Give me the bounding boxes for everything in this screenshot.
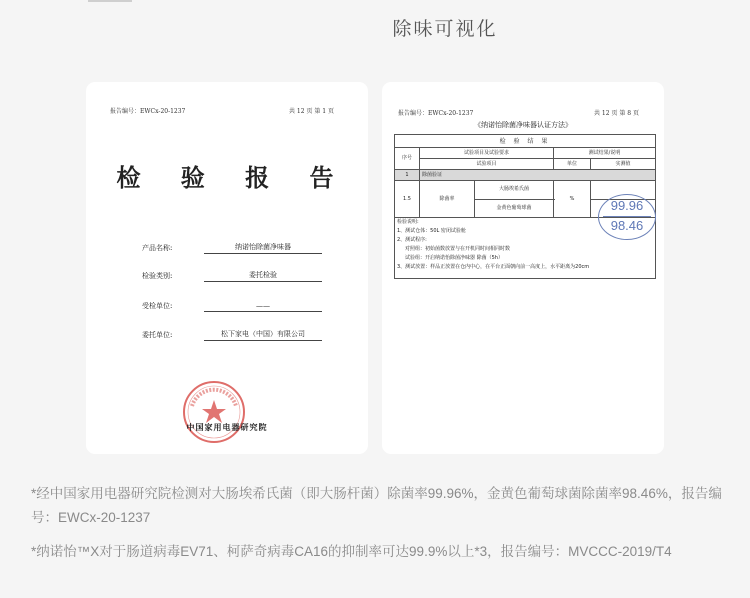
table-section-title: 检 验 结 果 [395, 135, 656, 148]
table-row [395, 159, 656, 170]
table-row [395, 170, 656, 181]
page-info: 共 12 页 第 1 页 [289, 108, 334, 115]
field-value: 松下家电（中国）有限公司 [204, 329, 322, 341]
report-title: 检 验 报 告 [116, 163, 350, 192]
institute-name: 中国家用电器研究院 [186, 423, 268, 432]
row-name: 除菌率 [420, 181, 475, 218]
header-result-group: 测试结果/说明 [554, 148, 656, 159]
field-value: 纳诺怡除菌净味器 [204, 242, 322, 254]
note-line: 3、测试放置：样品正放置在仓内中心，在平台正面朝向前一高度上，水平距离为20cm [397, 264, 590, 270]
row-seq: 1.5 [395, 181, 420, 218]
header-seq: 序号 [395, 148, 420, 170]
field-label: 委托单位: [142, 331, 173, 339]
section-heading: 除味可视化 [392, 18, 498, 40]
note-line: 试验组：开启纳诺怡除菌净味器 除菌（5h） [405, 255, 503, 261]
field-value: 委托检验 [204, 270, 322, 282]
header-measured: 实测值 [591, 159, 656, 170]
note-line: 检验说明: [397, 219, 419, 225]
report-number: 报告编号：EWCx-20-1237 [110, 108, 186, 115]
field-product-name [142, 240, 332, 254]
header-unit: 单位 [554, 159, 591, 170]
note-line: 2、测试程序: [397, 237, 427, 243]
field-label: 检验类别: [142, 272, 173, 280]
note-line: 对照组：初始菌数放置与在开机同时间相同时数 [405, 246, 511, 252]
highlight-oval [598, 194, 656, 240]
header-items-group: 试验项目及试验要求 [420, 148, 554, 159]
report-number: 报告编号：EWCx-20-1237 [398, 110, 474, 117]
footnote-virus: *纳诺怡™X对于肠道病毒EV71、柯萨奇病毒CA16的抑制率可达99.9%以上*3，报告编号：MVCCC-2019/T4 [31, 544, 672, 559]
top-divider [0, 0, 750, 2]
value-divider [603, 216, 651, 217]
field-inspected-unit [142, 298, 332, 312]
field-value: —— [204, 302, 322, 312]
field-client-unit [142, 327, 332, 341]
group-seq: 1 [395, 170, 420, 181]
field-inspection-type [142, 268, 332, 282]
staph-rate-value: 98.46 [610, 218, 644, 233]
row-unit: % [554, 181, 591, 218]
row-sub-item: 金黄色葡萄球菌 [475, 199, 554, 218]
page-info: 共 12 页 第 8 页 [594, 110, 639, 117]
field-label: 受检单位: [142, 302, 173, 310]
report-cover-card [86, 82, 368, 454]
row-sub-item: 大肠埃希氏菌 [475, 181, 554, 200]
footnote-sterilization: *经中国家用电器研究院检测对大肠埃希氏菌（即大肠杆菌）除菌率99.96%，金黄色葡萄球菌除菌率98.46%，报告编号：EWCx-20-1237 [31, 486, 722, 525]
header-item: 试验项目 [420, 159, 554, 170]
field-label: 产品名称: [142, 244, 173, 252]
table-row [395, 135, 656, 148]
method-title: 《纳诺怡除菌净味器认证方法》 [474, 121, 572, 129]
official-seal-icon [182, 380, 246, 444]
test-result-card [382, 82, 664, 454]
table-row [395, 148, 656, 159]
group-name: 除菌验证 [420, 170, 656, 181]
note-line: 1、测试仓体：50L 密闭试验舱 [397, 228, 466, 234]
ecoli-rate-value: 99.96 [610, 198, 644, 213]
